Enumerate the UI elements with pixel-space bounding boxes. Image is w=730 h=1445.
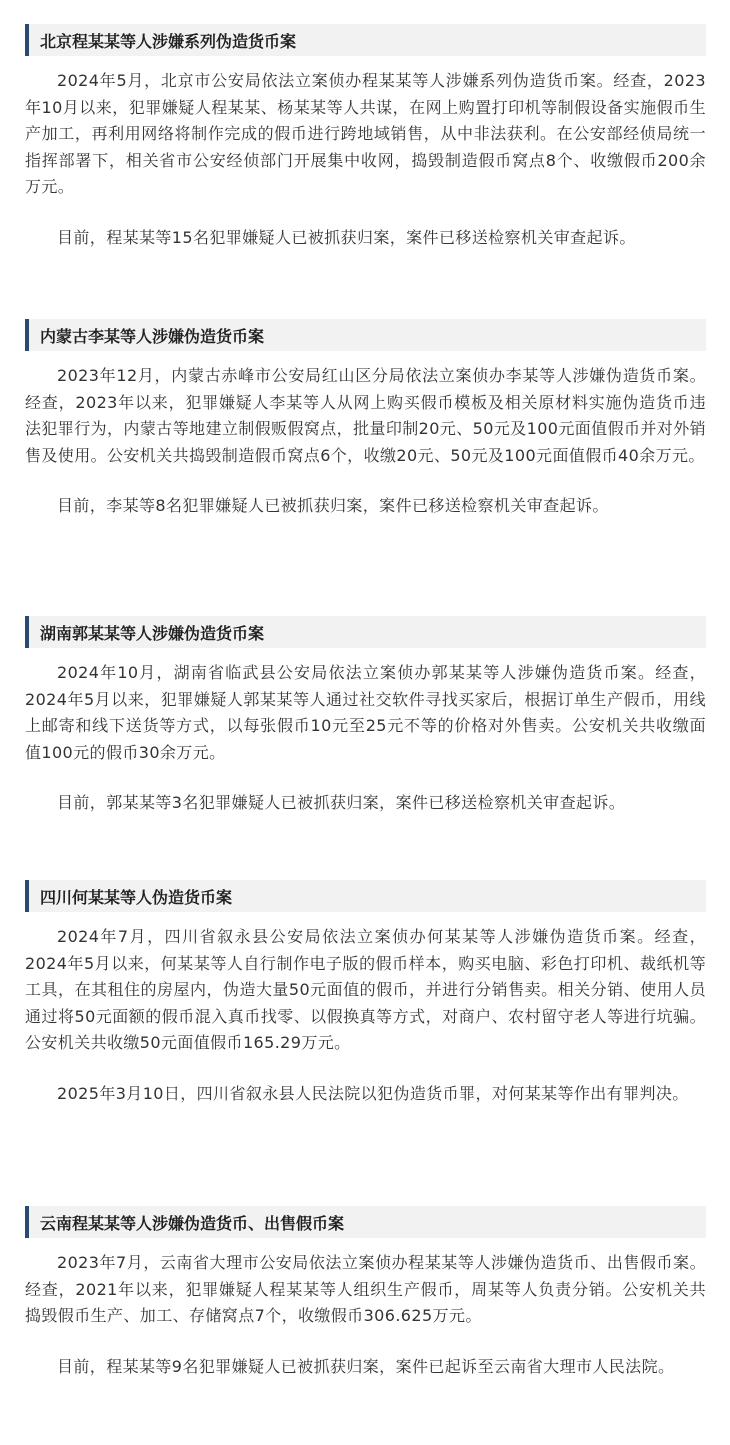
case-section-neimenggu xyxy=(25,319,706,520)
case-body: 2023年12月，内蒙古赤峰市公安局红山区分局依法立案侦办李某等人涉嫌伪造货币案。经查，2023年以来，犯罪嫌疑人李某等人从网上购买假币模板及相关原材料实施伪造货币违法犯罪行为，内蒙古等地建立制假贩假窝点，批量印制20元、50元及100元面值假币并对外销售及使用。公安机关共捣毁制造假币窝点6个，收缴20元、50元及100元面值假币40余万元。 xyxy=(25,366,706,465)
case-body: 2023年7月，云南省大理市公安局依法立案侦办程某某等人涉嫌伪造货币、出售假币案。经查，2021年以来，犯罪嫌疑人程某某等人组织生产假币，周某等人负责分销。公安机关共捣毁假币生产、加工、存储窝点7个，收缴假币306.625万元。 xyxy=(25,1253,706,1325)
case-body: 2024年5月，北京市公安局依法立案侦办程某某等人涉嫌系列伪造货币案。经查，2023年10月以来，犯罪嫌疑人程某某、杨某某等人共谋，在网上购置打印机等制假设备实施假币生产加工，再利用网络将制作完成的假币进行跨地域销售，从中非法获利。在公安部经侦局统一指挥部署下，相关省市公安经侦部门开展集中收网，捣毁制造假币窝点8个、收缴假币200余万元。 xyxy=(25,71,706,196)
case-conclusion: 目前，李某等8名犯罪嫌疑人已被抓获归案，案件已移送检察机关审查起诉。 xyxy=(57,496,609,515)
case-conclusion: 目前，程某某等9名犯罪嫌疑人已被抓获归案，案件已起诉至云南省大理市人民法院。 xyxy=(57,1356,675,1376)
case-title: 湖南郭某某等人涉嫌伪造货币案 xyxy=(40,623,265,643)
case-body: 2024年7月，四川省叙永县公安局依法立案侦办何某某等人涉嫌伪造货币案。经查，2024年5月以来，何某某等人自行制作电子版的假币样本，购买电脑、彩色打印机、裁纸机等工具，在其租住的房屋内，伪造大量50元面值的假币，并进行分销售卖。相关分销、使用人员通过将50元面额的假币混入真币找零、以假换真等方式，对商户、农村留守老人等进行坑骗。公安机关共收缴50元面值假币165.29万元。 xyxy=(25,927,706,1052)
case-header xyxy=(25,616,706,648)
case-body: 2024年10月，湖南省临武县公安局依法立案侦办郭某某等人涉嫌伪造货币案。经查， 2024年5月以来，犯罪嫌疑人郭某某等人通过社交软件寻找买家后，根据订单生产假币，用线上邮寄和线下送货等方式，以每张假币10元至25元不等的价格对外售卖。公安机关共收缴面值100元的假币30余万元。 xyxy=(25,663,706,762)
case-header xyxy=(25,24,706,56)
case-header xyxy=(25,1206,706,1238)
case-conclusion: 目前，程某某等15名犯罪嫌疑人已被抓获归案，案件已移送检察机关审查起诉。 xyxy=(57,227,636,247)
case-title: 内蒙古李某等人涉嫌伪造货币案 xyxy=(40,326,265,346)
case-section-beijing xyxy=(25,24,706,251)
case-header xyxy=(25,880,706,912)
case-title: 四川何某某等人伪造货币案 xyxy=(40,887,233,907)
case-section-hunan xyxy=(25,616,706,817)
case-title: 云南程某某等人涉嫌伪造货币、出售假币案 xyxy=(40,1213,345,1233)
case-section-sichuan xyxy=(25,880,706,1107)
case-section-yunnan xyxy=(25,1206,706,1380)
case-title: 北京程某某等人涉嫌系列伪造货币案 xyxy=(40,31,297,51)
case-conclusion: 目前，郭某某等3名犯罪嫌疑人已被抓获归案，案件已移送检察机关审查起诉。 xyxy=(57,793,626,812)
case-header xyxy=(25,319,706,351)
case-conclusion: 2025年3月10日，四川省叙永县人民法院以犯伪造货币罪，对何某某等作出有罪判决。 xyxy=(57,1083,689,1103)
